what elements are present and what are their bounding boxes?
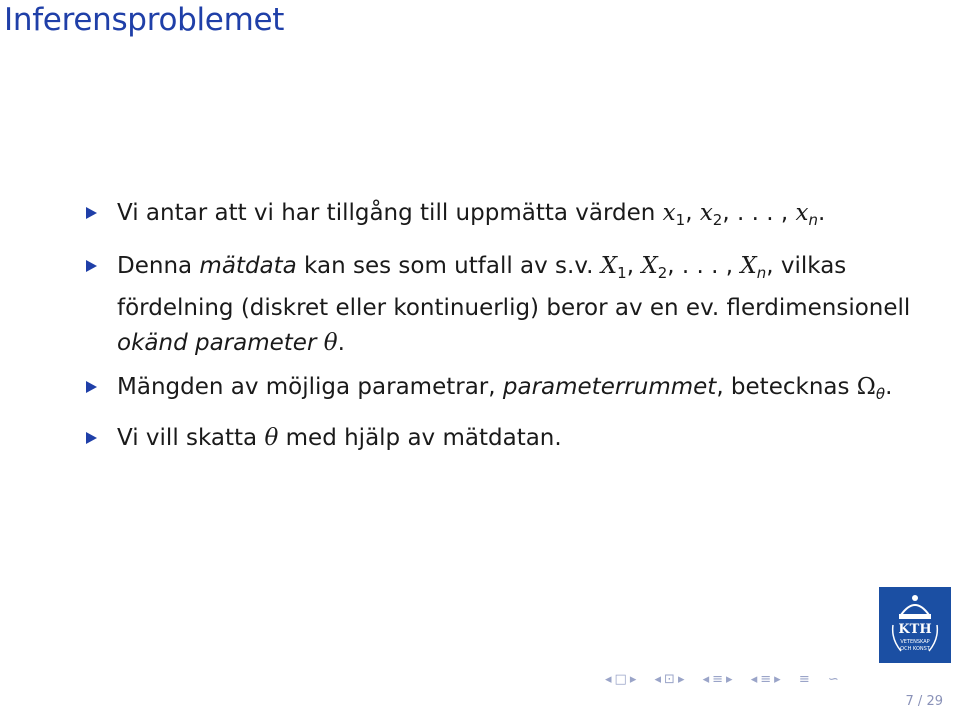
kth-logo [879, 587, 951, 663]
nav-part-icon[interactable]: ≡ [760, 672, 772, 687]
bullet-triangle-icon [86, 207, 97, 219]
bullet-triangle-icon [86, 260, 97, 272]
nav-next-section-icon[interactable]: ▸ [726, 672, 733, 687]
nav-frame-icon[interactable]: □ [614, 672, 627, 687]
slide-title: Inferensproblemet [4, 2, 285, 38]
beamer-navigation [605, 672, 842, 690]
bullet-item-1: Vi antar att vi har tillgång till uppmätta värden $x_1$, $x_2$, . . . , $x_n$. [86, 196, 926, 238]
kth-crest-icon [879, 587, 951, 663]
nav-align-icon[interactable]: ≡ [798, 672, 810, 687]
logo-sublabel-1: VETENSKAP [900, 639, 930, 645]
bullet-item-2: Denna mätdata kan ses som utfall av s.v. $X_1$, $X_2$, . . . , $X_n$, vilkas fördelning (diskret eller kontinuerlig) beror av en ev. flerdimensionell okänd parameter θ. [86, 249, 926, 361]
bullet-item-4: Vi vill skatta θ med hjälp av mätdatan. [86, 421, 926, 456]
nav-next-subsection-icon[interactable]: ▸ [677, 672, 685, 687]
nav-search-icon[interactable]: ∽ [827, 672, 839, 687]
bullet-item-3: Mängden av möjliga parametrar, parameterrummet, betecknas $\Omega_\theta$. [86, 370, 926, 412]
nav-section-icon[interactable]: ≡ [712, 672, 724, 687]
bullet-triangle-icon [86, 381, 97, 393]
nav-prev-subsection-icon[interactable]: ◂ [654, 672, 662, 687]
nav-next-frame-icon[interactable]: ▸ [629, 672, 637, 687]
bullet-list [86, 196, 926, 465]
logo-label: KTH [898, 622, 932, 637]
nav-subsection-icon[interactable]: ⊡ [664, 672, 675, 687]
nav-prev-section-icon[interactable]: ◂ [702, 672, 710, 687]
nav-next-part-icon[interactable]: ▸ [774, 672, 781, 687]
nav-prev-part-icon[interactable]: ◂ [750, 672, 758, 687]
logo-sublabel-2: OCH KONST [900, 646, 930, 652]
bullet-triangle-icon [86, 432, 97, 444]
nav-prev-frame-icon[interactable]: ◂ [605, 672, 612, 687]
page-number: 7 / 29 [905, 694, 943, 709]
